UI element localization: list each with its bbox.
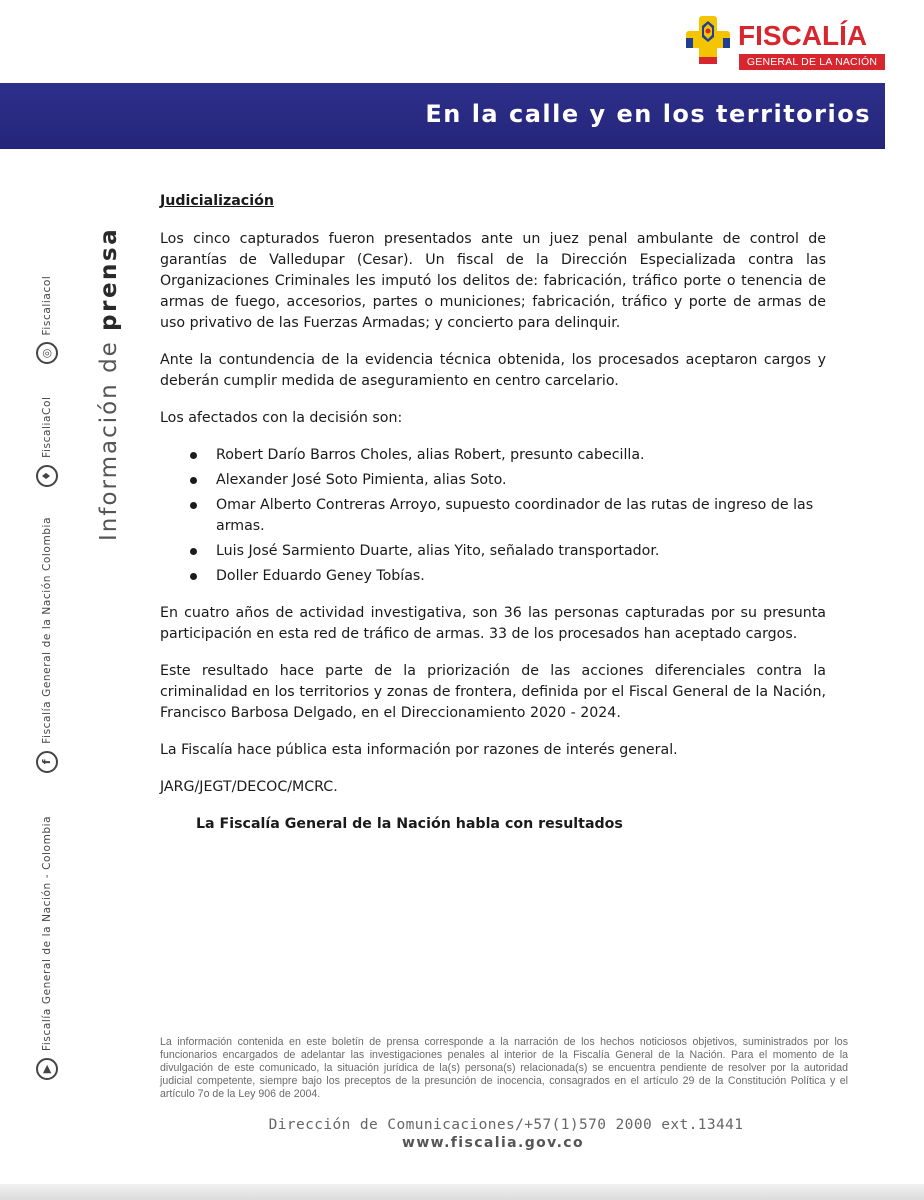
header-banner xyxy=(0,83,885,149)
social-facebook-label: Fiscalía General de la Nación Colombia xyxy=(41,516,53,744)
paragraph: Este resultado hace parte de la priorización de las acciones diferenciales contra la criminalidad en los territorios y zonas de frontera, definida por el Fiscal General de la Nación, Francisco Barbosa Delgado, en el Direccionamiento 2020 - 2024. xyxy=(160,663,826,721)
fiscalia-logo xyxy=(682,12,892,76)
list-item: Alexander José Soto Pimienta, alias Soto. xyxy=(188,470,826,491)
social-youtube-label: Fiscalía General de la Nación - Colombia xyxy=(41,815,53,1051)
social-twitter-label: FiscaliaCol xyxy=(41,396,53,458)
closing-slogan: La Fiscalía General de la Nación habla con resultados xyxy=(196,816,623,832)
contact-line: Dirección de Comunicaciones/+57(1)570 2000 ext.13441 xyxy=(268,1117,744,1133)
section-title: Judicialización xyxy=(160,193,274,209)
prensa-vertical-label xyxy=(96,201,126,541)
legal-disclaimer: La información contenida en este boletín de prensa corresponde a la narración de los hechos noticiosos objetivos, suministrados por los funcionarios encargados de adelantar las investigaciones penales al interior de la Fiscalía General de la Nación. Para el momento de la divulgación de este comunicado, la situación jurídica de la(s) persona(s) relacionada(s) se encuentra pendiente de resolver por la autoridad judicial competente, siempre bajo los preceptos de la presunción de inocencia, consagrados en el artículo 29 de la Constitución Política y el artículo 7o de la Ley 906 de 2004. xyxy=(160,1036,848,1100)
list-item: Luis José Sarmiento Duarte, alias Yito, señalado transportador. xyxy=(188,541,826,562)
accused-list xyxy=(160,445,826,587)
paragraph: La Fiscalía hace pública esta información por razones de interés general. xyxy=(160,742,678,758)
social-facebook[interactable] xyxy=(36,517,58,773)
press-release-body xyxy=(160,191,826,851)
social-instagram[interactable] xyxy=(36,276,58,365)
social-instagram-label: Fiscaliacol xyxy=(41,275,53,336)
banner-title: En la calle y en los territorios xyxy=(425,100,871,128)
colombia-emblem-icon xyxy=(682,12,734,68)
facebook-icon: f xyxy=(36,751,58,773)
instagram-icon: ◎ xyxy=(36,342,58,364)
paragraph: Los afectados con la decisión son: xyxy=(160,410,403,426)
social-media-rail xyxy=(36,40,58,1080)
bottom-bar xyxy=(0,1184,924,1200)
prensa-prefix: Información de xyxy=(96,330,122,541)
list-item: Doller Eduardo Geney Tobías. xyxy=(188,566,826,587)
twitter-icon: ♦ xyxy=(36,465,58,487)
list-item: Robert Darío Barros Choles, alias Robert, presunto cabecilla. xyxy=(188,445,826,466)
prensa-bold: prensa xyxy=(96,226,122,331)
paragraph: En cuatro años de actividad investigativa, son 36 las personas capturadas por su presunta participación en esta red de tráfico de armas. 33 de los procesados han aceptado cargos. xyxy=(160,605,826,642)
reference-code: JARG/JEGT/DECOC/MCRC. xyxy=(160,779,338,795)
paragraph: Ante la contundencia de la evidencia técnica obtenida, los procesados aceptaron cargos y deberán cumplir medida de aseguramiento en centro carcelario. xyxy=(160,352,826,389)
list-item: Omar Alberto Contreras Arroyo, supuesto coordinador de las rutas de ingreso de las armas. xyxy=(188,495,826,537)
youtube-icon: ▶ xyxy=(36,1058,58,1080)
logo-title: FISCALÍA xyxy=(738,20,868,51)
paragraph: Los cinco capturados fueron presentados ante un juez penal ambulante de control de garantías de Valledupar (Cesar). Un fiscal de la Dirección Especializada contra las Organizaciones Criminales les imputó los delitos de: fabricación, tráfico porte o tenencia de armas de fuego, accesorios, partes o municiones; fabricación, tráfico y porte de armas de uso privativo de las Fuerzas Armadas; y concierto para delinquir. xyxy=(160,231,826,331)
social-youtube[interactable] xyxy=(36,816,58,1080)
logo-subtitle: GENERAL DE LA NACIÓN xyxy=(739,54,885,70)
website-link[interactable]: www.fiscalia.gov.co xyxy=(401,1135,584,1151)
social-twitter[interactable] xyxy=(36,396,58,486)
